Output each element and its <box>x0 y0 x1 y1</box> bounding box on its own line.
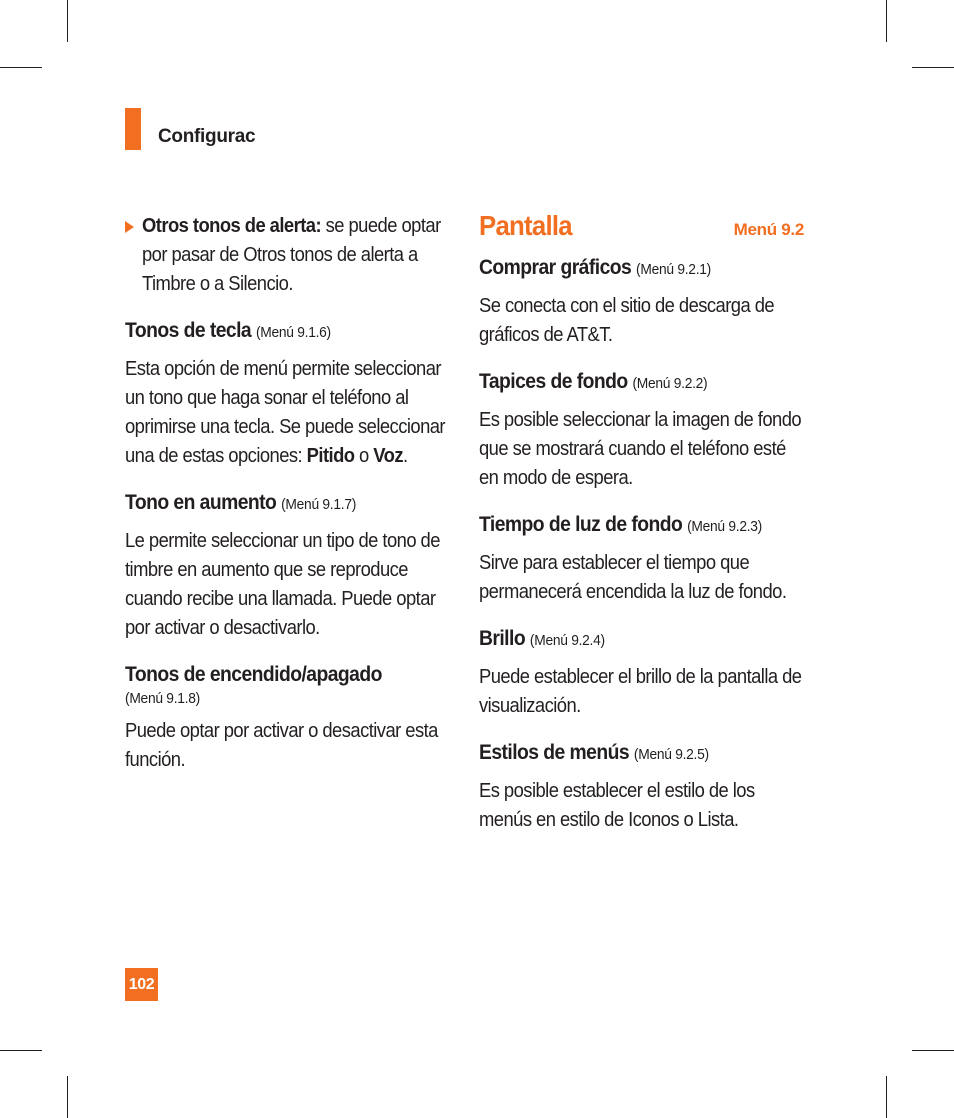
section-body: Es posible establecer el estilo de los menús en estilo de Iconos o Lista. <box>479 780 755 831</box>
left-column <box>125 212 450 775</box>
menu-reference: (Menú 9.2.2) <box>632 375 708 392</box>
menu-reference: (Menú 9.2.5) <box>633 746 709 763</box>
crop-mark <box>912 1050 954 1051</box>
triangle-bullet-icon <box>125 221 134 233</box>
section-body: Le permite seleccionar un tipo de tono de timbre en aumento que se reproduce cuando recibe una llamada. Puede optar por activar o desactivarlo. <box>125 530 440 639</box>
section-heading: Comprar gráficos (Menú 9.2.1) <box>479 256 711 279</box>
section-heading: Tono en aumento (Menú 9.1.7) <box>125 491 357 514</box>
page-header-title: Configurac <box>158 126 256 147</box>
bullet-text: se puede optar por pasar de Otros tonos de alerta a Timbre o a Silencio. <box>142 215 441 295</box>
section-heading: Tiempo de luz de fondo (Menú 9.2.3) <box>479 513 763 536</box>
section-menu-number: Menú 9.2 <box>733 220 804 239</box>
section-body: Es posible seleccionar la imagen de fondo que se mostrará cuando el teléfono esté en modo de espera. <box>479 409 802 489</box>
section-body: Puede optar por activar o desactivar esta función. <box>125 720 438 771</box>
crop-mark <box>67 0 68 42</box>
header-accent-bar <box>125 108 141 150</box>
crop-mark <box>0 67 42 68</box>
section-heading: Estilos de menús (Menú 9.2.5) <box>479 741 709 764</box>
menu-reference: (Menú 9.2.4) <box>529 632 605 649</box>
section-title: Pantalla <box>479 210 572 241</box>
menu-reference: (Menú 9.1.6) <box>255 324 331 341</box>
option-pitido: Pitido <box>306 445 355 467</box>
page-number: 102 <box>125 968 158 1001</box>
crop-mark <box>67 1076 68 1118</box>
menu-reference: (Menú 9.2.1) <box>636 261 711 278</box>
option-voz: Voz <box>373 445 403 467</box>
menu-reference: (Menú 9.1.8) <box>125 690 200 707</box>
section-body: Esta opción de menú permite seleccionar un tono que haga sonar el teléfono al oprimirse una tecla. Se puede seleccionar una de estas opciones: Pitido o Voz. <box>125 358 446 467</box>
section-body: Puede establecer el brillo de la pantalla de visualización. <box>479 666 802 717</box>
crop-mark <box>886 1076 887 1118</box>
right-column <box>479 212 804 835</box>
bullet-label: Otros tonos de alerta: <box>142 215 322 237</box>
menu-reference: (Menú 9.2.3) <box>687 518 763 535</box>
section-heading: Tonos de encendido/apagado <box>125 663 382 686</box>
bullet-item <box>125 212 450 299</box>
menu-reference: (Menú 9.1.7) <box>281 496 357 513</box>
section-body: Se conecta con el sitio de descarga de gráficos de AT&T. <box>479 295 775 346</box>
crop-mark <box>886 0 887 42</box>
crop-mark <box>912 67 954 68</box>
section-heading: Tonos de tecla (Menú 9.1.6) <box>125 319 331 342</box>
section-title-row <box>479 212 804 246</box>
section-heading: Tapices de fondo (Menú 9.2.2) <box>479 370 708 393</box>
section-heading: Brillo (Menú 9.2.4) <box>479 627 605 650</box>
crop-mark <box>0 1050 42 1051</box>
section-body: Sirve para establecer el tiempo que permanecerá encendida la luz de fondo. <box>479 552 787 603</box>
